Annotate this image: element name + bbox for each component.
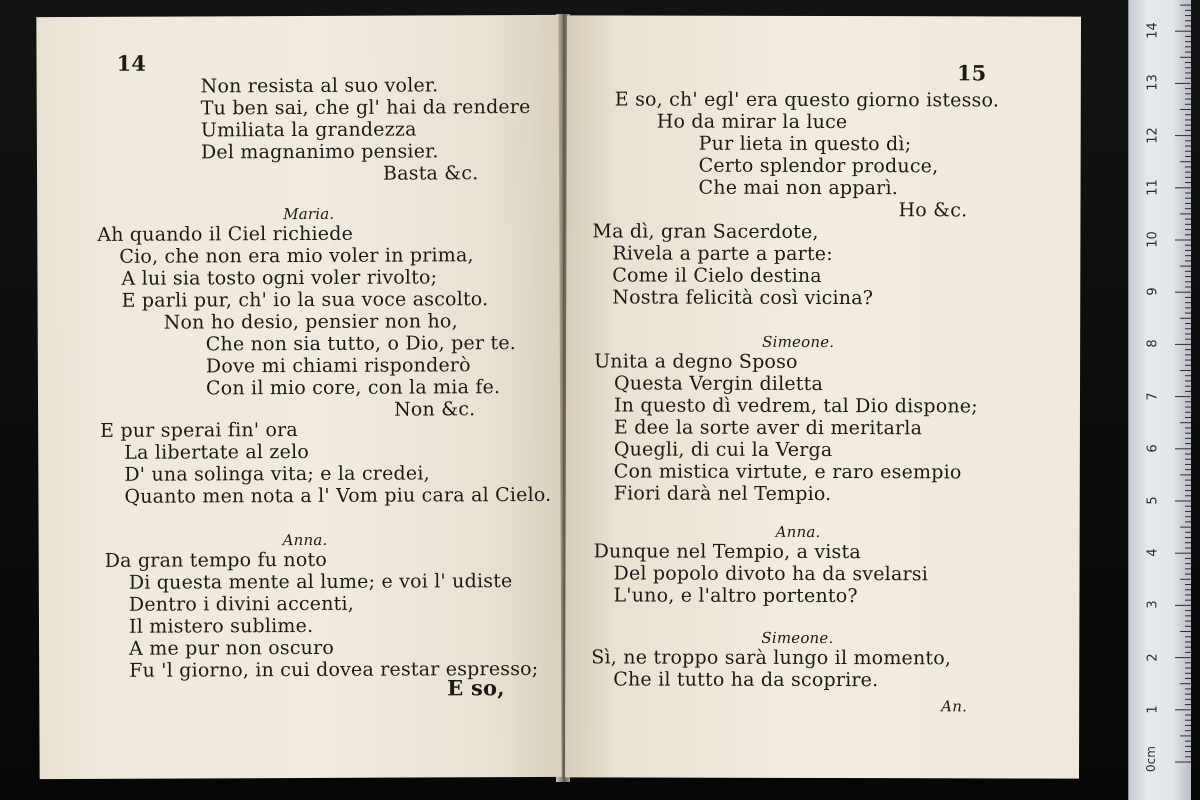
verse-line: Ah quando il Ciel richiede: [97, 222, 354, 246]
verse-line: Non resista al suo voler.: [200, 74, 439, 98]
verse-line: Tu ben sai, che gl' hai da rendere: [200, 95, 531, 120]
verse-line: Quanto men nota a l' Vom piu cara al Cielo.: [124, 483, 552, 508]
measuring-ruler: [1128, 0, 1191, 800]
ruler-number: 13: [1145, 74, 1161, 92]
verse-line: In questo dì vedrem, tal Dio dispone;: [613, 394, 978, 418]
verse-line: Quegli, di cui la Verga: [613, 438, 833, 462]
ruler-number: 9: [1145, 287, 1161, 296]
ruler-number: 10: [1145, 231, 1161, 248]
page-number-left: 14: [116, 50, 147, 76]
verse-line: Dove mi chiami risponderò: [205, 354, 471, 378]
verse-line: Fiori darà nel Tempio.: [613, 482, 832, 506]
verse-line: Che il tutto ha da scoprire.: [613, 668, 879, 692]
ruler-number: 7: [1145, 391, 1161, 401]
verse-line: E dee la sorte aver di meritarla: [613, 416, 923, 440]
verse-line: Rivela a parte a parte:: [612, 242, 833, 266]
verse-line: Certo splendor produce,: [698, 154, 939, 178]
verse-line: Da gran tempo fu noto: [104, 548, 328, 572]
ruler-number: 2: [1145, 652, 1161, 662]
catchword: E so,: [447, 675, 505, 701]
verse-line: A lui sia tosto ogni voler rivolto;: [121, 266, 438, 290]
verse-line: Umiliata la grandezza: [200, 118, 417, 142]
verse-line: Questa Vergin diletta: [614, 372, 824, 395]
speaker-name: Maria.: [283, 204, 335, 224]
speaker-name: Anna.: [775, 522, 821, 541]
verse-line: D' una solinga vita; e la credei,: [124, 462, 430, 486]
repeat-cue: Basta &c.: [382, 162, 479, 185]
ruler-number: 6: [1145, 444, 1161, 453]
verse-line: E pur sperai fin' ora: [100, 419, 298, 442]
repeat-cue: Non &c.: [394, 398, 476, 421]
speaker-name: Simeone.: [762, 332, 835, 352]
ruler-number: 14: [1145, 22, 1161, 39]
verse-line: Nostra felicità così vicina?: [612, 286, 874, 310]
verse-line: L'uno, e l'altro portento?: [613, 584, 858, 608]
verse-line: Con mistica virtute, e raro esempio: [613, 460, 962, 484]
repeat-cue: Ho &c.: [898, 199, 968, 222]
verse-line: Del magnanimo pensier.: [200, 140, 439, 164]
ruler-number: 11: [1145, 179, 1161, 196]
verse-line: Che mai non apparì.: [698, 176, 899, 200]
ruler-number: 5: [1145, 496, 1161, 505]
ruler-number: 3: [1145, 600, 1161, 610]
verse-line: Sì, ne troppo sarà lungo il momento,: [591, 646, 952, 670]
verse-line: Ma dì, gran Sacerdote,: [592, 220, 819, 243]
verse-line: Fu 'l giorno, in cui dovea restar espresso;: [129, 657, 539, 682]
verse-line: Pur lieta in questo dì;: [698, 132, 912, 156]
verse-line: Ho da mirar la luce: [656, 110, 848, 134]
verse-line: E so, ch' egl' era questo giorno istesso.: [614, 88, 1000, 112]
verse-line: Come il Cielo destina: [612, 264, 822, 287]
ruler-number: 1: [1145, 705, 1161, 714]
left-page: [36, 15, 561, 779]
speaker-name: Anna.: [282, 530, 328, 550]
verse-line: Cio, che non era mio voler in prima,: [119, 244, 474, 268]
verse-line: Che non sia tutto, o Dio, per te.: [205, 332, 517, 356]
speaker-name: Simeone.: [761, 628, 834, 648]
verse-line: Dentro i divini accenti,: [128, 592, 355, 616]
verse-line: Con il mio core, con la mia fe.: [205, 376, 501, 400]
page-number-right: 15: [956, 60, 987, 86]
verse-line: Del popolo divoto ha da svelarsi: [613, 562, 929, 586]
verse-line: Il mistero sublime.: [128, 614, 314, 638]
right-page: [565, 15, 1081, 778]
verse-line: E parli pur, ch' io la sua voce ascolto.: [121, 288, 489, 312]
verse-line: Di questa mente al lume; e voi l' udiste: [128, 570, 513, 594]
ruler-unit-label: 0cm: [1143, 746, 1158, 772]
ruler-number: 4: [1145, 548, 1161, 557]
verse-line: Dunque nel Tempio, a vista: [593, 540, 861, 564]
verse-line: Unita a degno Sposo: [594, 350, 798, 373]
verse-line: A me pur non oscuro: [129, 636, 335, 660]
ruler-number: 8: [1145, 339, 1161, 349]
verse-line: Non ho desio, pensier non ho,: [163, 310, 458, 334]
catchword: An.: [941, 697, 968, 716]
ruler-number: 12: [1145, 126, 1161, 144]
verse-line: La libertate al zelo: [124, 440, 310, 464]
